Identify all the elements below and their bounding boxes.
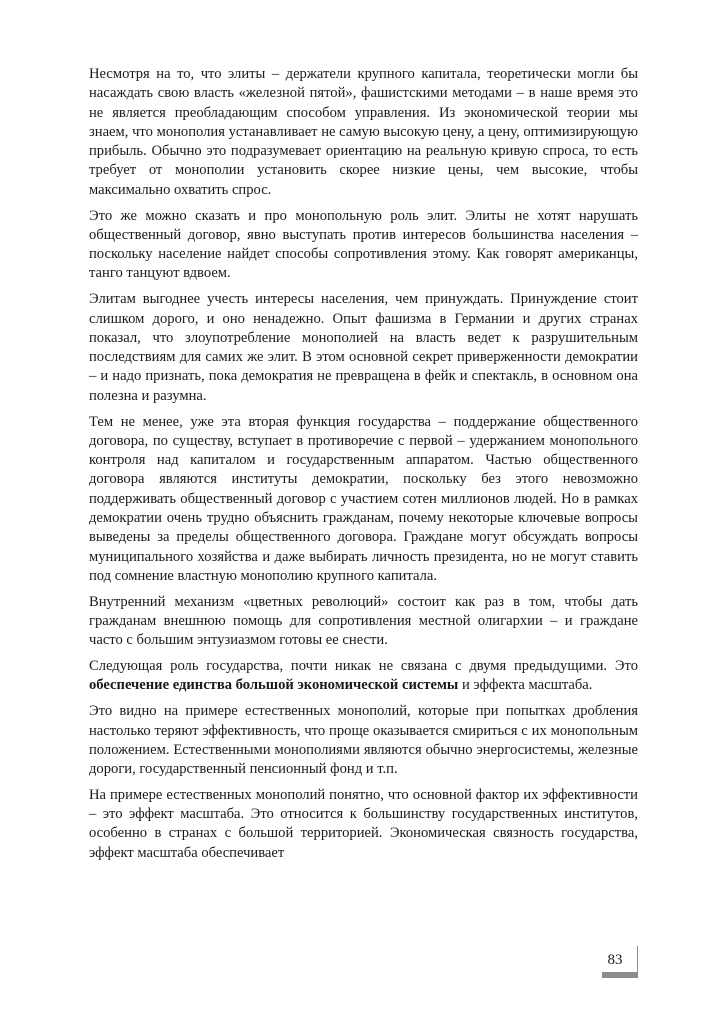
paragraph-6-tail: и эффекта масштаба. <box>458 677 593 694</box>
paragraph-6-lead: Следующая роль государства, почти никак не связана с двумя предыдущими. Это <box>89 658 638 675</box>
paragraph-1: Несмотря на то, что элиты – держатели крупного капитала, теоретически могли бы насаждать свою власть «железной пятой», фашистскими методами – в наше время это не является преобладающим способом управления. Из экономической теории мы знаем, что монополия устанавливает не самую высокую цену, а цену, оптимизирующую прибыль. Обычно это подразумевает ориентацию на реальную кривую спроса, то есть требует от монополии установить скорее низкие цены, чем высокие, чтобы максимально охватить спрос. <box>89 66 638 198</box>
paragraph-6 <box>89 657 638 696</box>
paragraph-8: На примере естественных монополий понятно, что основной фактор их эффективности – это эффект масштаба. Это относится к большинству государственных институтов, особенно в странах с большой территорией. Экономическая связность государства, эффект масштаба обеспечивает <box>89 786 638 861</box>
page-number-bar <box>602 972 638 978</box>
page-number: 83 <box>607 952 623 968</box>
paragraph-7: Это видно на примере естественных монополий, которые при попытках дробления настолько теряют эффективность, что проще оказывается смириться с их монопольным положением. Естественными монополиями являются обычно энергосистемы, железные дороги, государственный пенсионный фонд и т.п. <box>89 703 638 778</box>
paragraph-5: Внутренний механизм «цветных революций» состоит как раз в том, чтобы дать гражданам внешнюю помощь для сопротивления местной олигархии – и граждане часто с большим энтузиазмом готовы ее снести. <box>89 593 638 649</box>
paragraph-4: Тем не менее, уже эта вторая функция государства – поддержание общественного договора, по существу, вступает в противоречие с первой – удержанием монопольного контроля над капиталом и государственным аппаратом. Частью общественного договора являются институты демократии, поскольку без этого невозможно поддерживать общественный договор с участием сотен миллионов людей. Но в рамках демократии очень трудно объяснить гражданам, почему некоторые ключевые вопросы выведены за пределы общественного договора. Граждане могут обсуждать вопросы муниципального хозяйства и даже выбирать личность президента, но не могут ставить под сомнение властную монополию крупного капитала. <box>89 413 638 584</box>
paragraph-2: Это же можно сказать и про монопольную роль элит. Элиты не хотят нарушать общественный договор, явно выступать против интересов большинства населения – поскольку население найдет способы сопротивления этому. Как говорят американцы, танго танцуют вдвоем. <box>89 207 638 282</box>
page-body <box>89 65 638 870</box>
paragraph-3: Элитам выгоднее учесть интересы населения, чем принуждать. Принуждение стоит слишком дорого, и оно ненадежно. Опыт фашизма в Германии и других странах показал, что злоупотребление монополией на власть ведет к разрушительным последствиям для самих же элит. В этом основной секрет приверженности демократии – и надо признать, пока демократия не превращена в фейк и спектакль, в основном она полезна и разумна. <box>89 291 638 404</box>
paragraph-6-emphasis: обеспечение единства большой экономической системы <box>89 677 459 694</box>
